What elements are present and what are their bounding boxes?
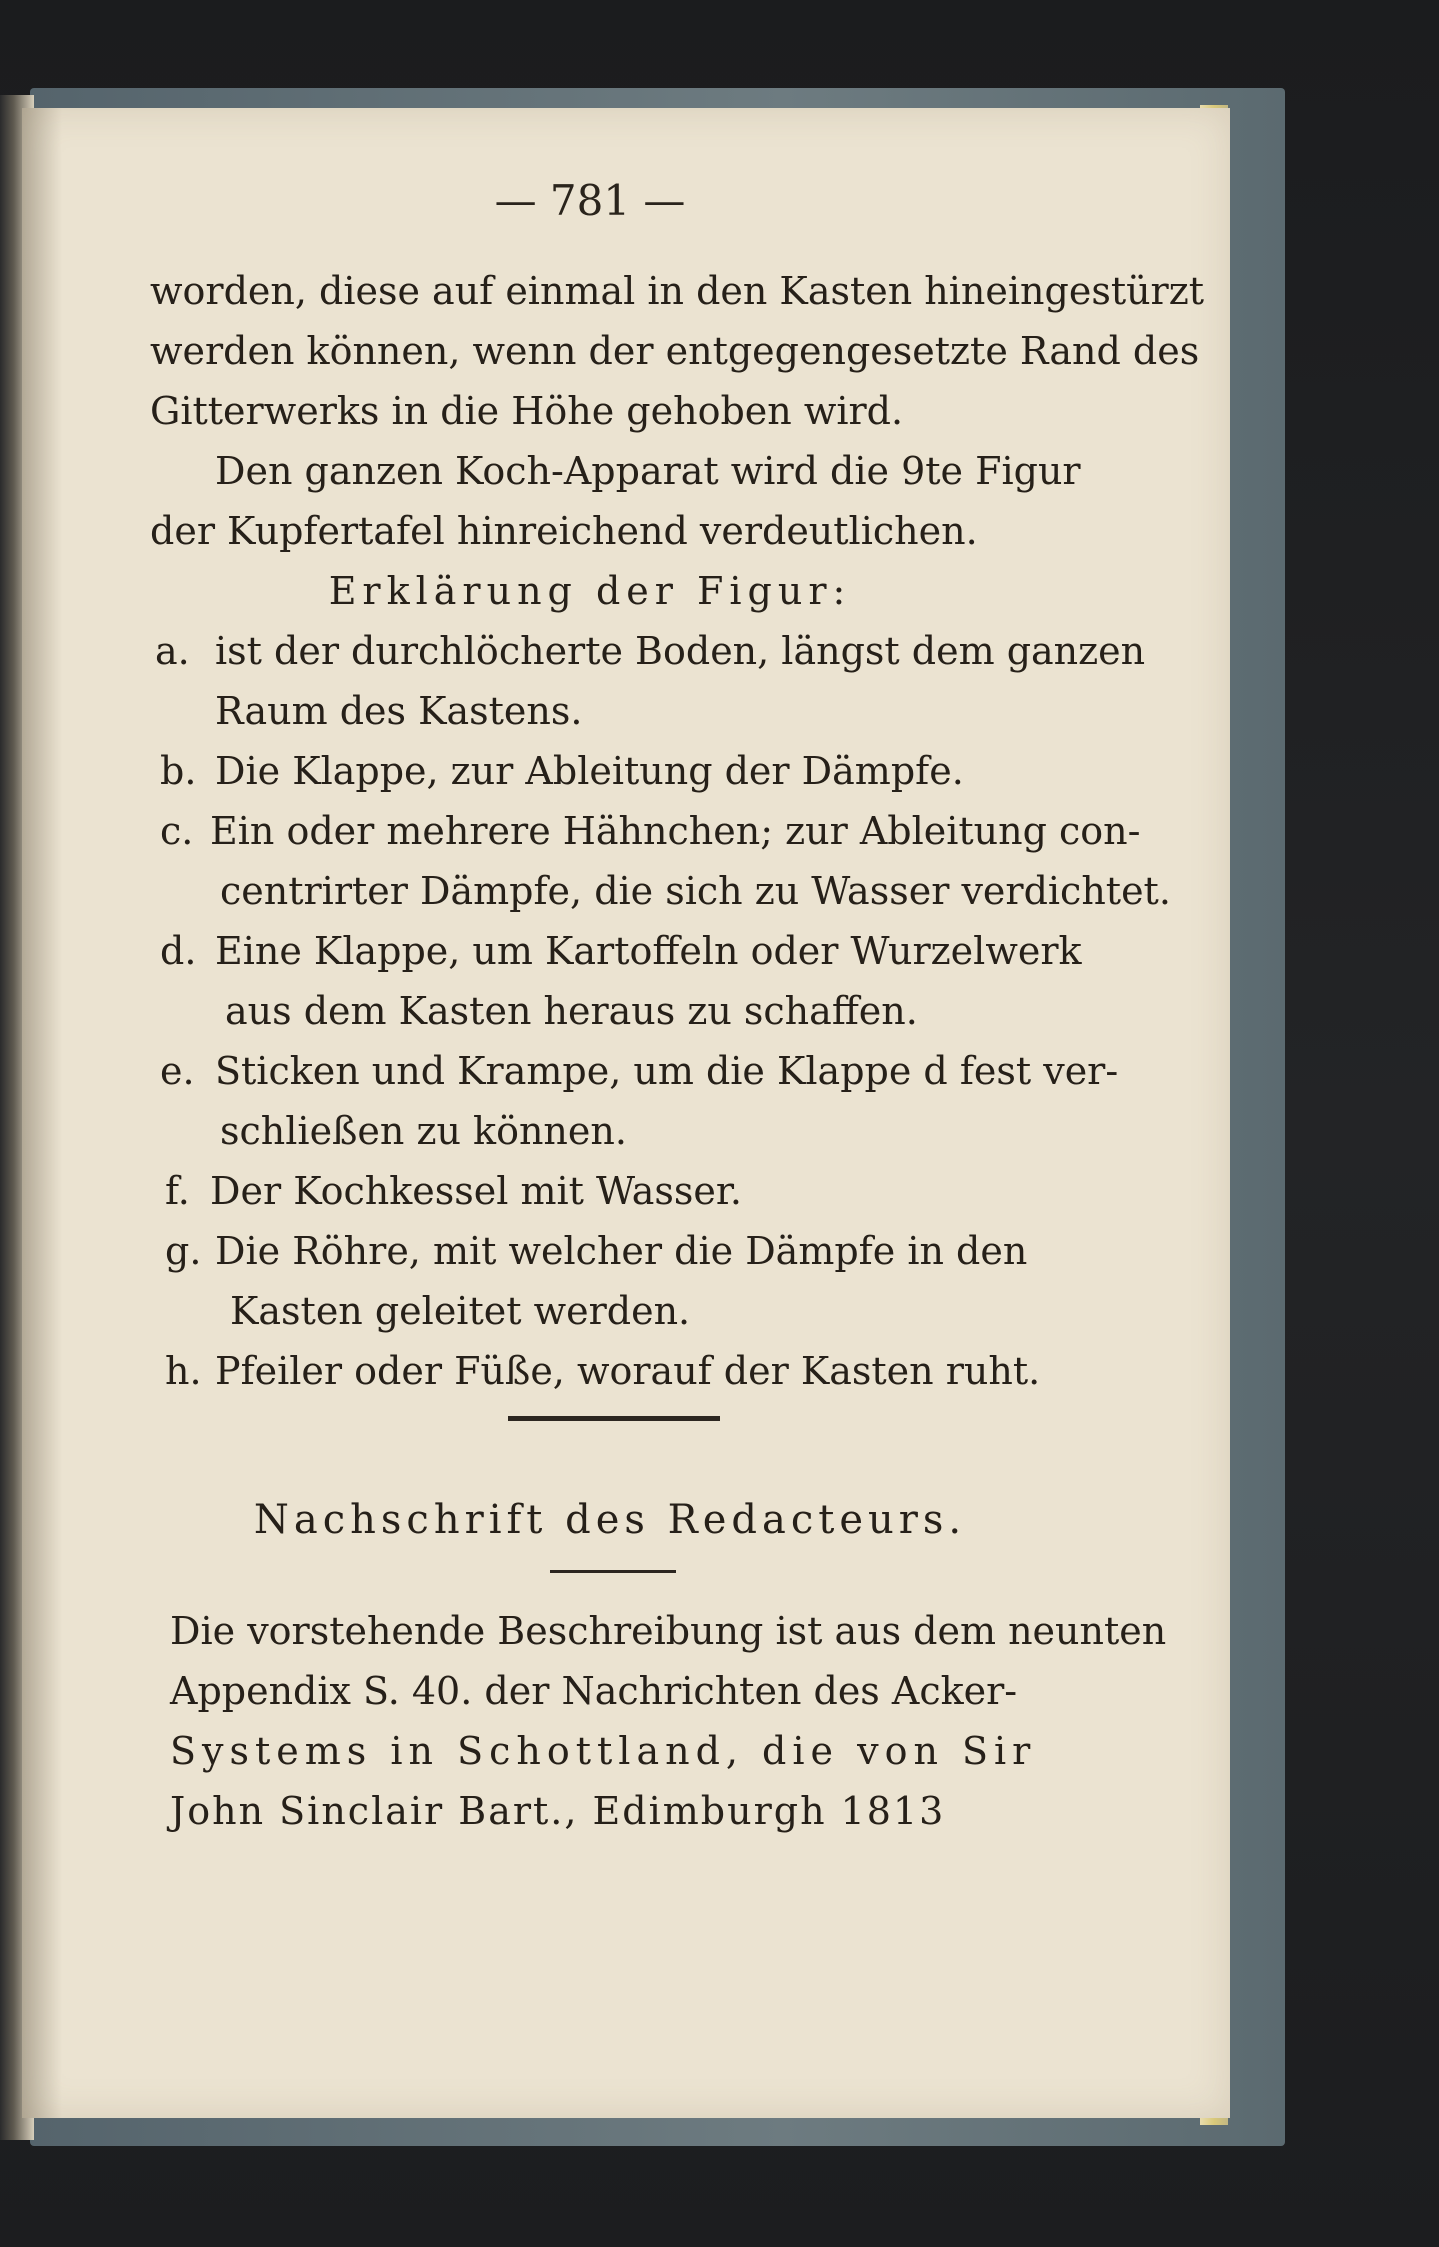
section-divider xyxy=(508,1416,720,1421)
item-line: Pfeiler oder Füße, worauf der Kasten ruht. xyxy=(215,1349,1041,1393)
item-line: ist der durchlöcherte Boden, längst dem ganzen xyxy=(215,629,1146,673)
item-line: Die Röhre, mit welcher die Dämpfe in den xyxy=(215,1229,1028,1273)
item-line: Eine Klappe, um Kartoffeln oder Wurzelwerk xyxy=(215,929,1082,973)
item-letter: b. xyxy=(160,749,197,793)
item-line: Sticken und Krampe, um die Klappe d fest ver- xyxy=(215,1049,1119,1093)
body-line: Gitterwerks in die Höhe gehoben wird. xyxy=(150,389,904,433)
gutter-shadow xyxy=(22,108,62,2118)
item-letter: d. xyxy=(160,929,197,973)
postscript-line: Appendix S. 40. der Nachrichten des Acker- xyxy=(170,1669,1018,1713)
item-letter: f. xyxy=(165,1169,190,1213)
item-line: Der Kochkessel mit Wasser. xyxy=(210,1169,742,1213)
body-line: der Kupfertafel hinreichend verdeutlichen. xyxy=(150,509,978,553)
heading-underline xyxy=(550,1570,676,1573)
item-letter: g. xyxy=(165,1229,202,1273)
item-line: aus dem Kasten heraus zu schaffen. xyxy=(225,989,918,1033)
item-line: Raum des Kastens. xyxy=(215,689,583,733)
item-line: Die Klappe, zur Ableitung der Dämpfe. xyxy=(215,749,964,793)
item-letter: e. xyxy=(160,1049,195,1093)
postscript-line: Die vorstehende Beschreibung ist aus dem neunten xyxy=(170,1609,1167,1653)
postscript-line: Systems in Schottland, die von Sir xyxy=(170,1729,1037,1773)
item-letter: h. xyxy=(165,1349,202,1393)
item-letter: c. xyxy=(160,809,194,853)
item-line: schließen zu können. xyxy=(220,1109,627,1153)
item-line: Kasten geleitet werden. xyxy=(230,1289,691,1333)
body-line: worden, diese auf einmal in den Kasten hineingestürzt xyxy=(150,269,1205,313)
body-line: werden können, wenn der entgegengesetzte Rand des xyxy=(150,329,1200,373)
page-number: — 781 — xyxy=(494,176,686,225)
figure-heading: Erklärung der Figur: xyxy=(328,569,852,613)
postscript-heading: Nachschrift des Redacteurs. xyxy=(253,1497,967,1543)
item-line: centrirter Dämpfe, die sich zu Wasser verdichtet. xyxy=(220,869,1171,913)
body-line: Den ganzen Koch-Apparat wird die 9te Figur xyxy=(215,449,1081,493)
postscript-line: John Sinclair Bart., Edimburgh 1813 xyxy=(170,1789,946,1833)
item-line: Ein oder mehrere Hähnchen; zur Ableitung con- xyxy=(210,809,1141,853)
item-letter: a. xyxy=(155,629,190,673)
